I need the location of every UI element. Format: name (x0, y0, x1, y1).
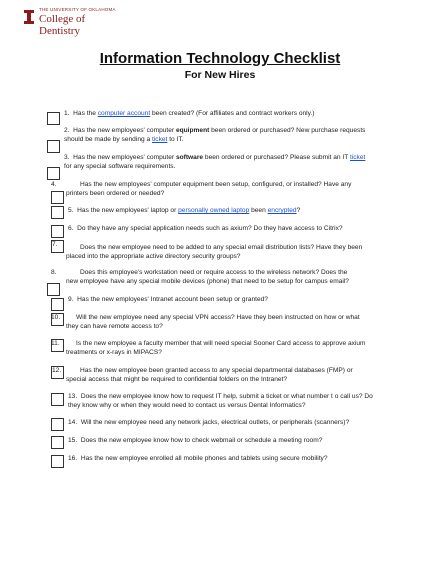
item-text: Has the new employees' computer (73, 154, 176, 161)
item-15-text (68, 437, 322, 446)
checkbox-14[interactable] (51, 418, 64, 431)
item-text: been ordered or purchased? Please submit an IT (203, 154, 350, 161)
logo-line-1: College of (39, 13, 86, 25)
item-3-text (64, 154, 365, 171)
item-7-text (80, 244, 362, 253)
item-text: Will the new employee need any special VPN access? Have they been instructed on how or what (76, 314, 360, 321)
item-number: 10. (51, 314, 61, 321)
checkbox-4[interactable] (51, 191, 64, 204)
item-text: ? (296, 207, 301, 214)
item-number: 16. (68, 455, 78, 462)
item-number: 15. (68, 437, 78, 444)
checkbox-5[interactable] (51, 206, 64, 219)
checkbox-8[interactable] (47, 283, 60, 296)
item-number: 14. (68, 419, 78, 426)
item-9-text (68, 296, 268, 305)
item-text: new employee have any special mobile devices (phone) that need to be setup for campus email? (66, 278, 349, 285)
item-text: Has the new employee been granted access to any special departmental databases (FMP) or (80, 367, 353, 374)
item-text: they know why or when they would need to contact us versus Dental Informatics? (68, 402, 306, 409)
item-13-text (68, 393, 373, 402)
item-2-text (64, 127, 365, 144)
university-logo-icon (22, 9, 36, 25)
item-11-text (76, 340, 366, 349)
item-text: Will the new employee need any network jacks, electrical outlets, or peripherals (scanners)? (80, 419, 350, 426)
item-text: Does this employee's workstation need or require access to the wireless network? Does the (80, 269, 348, 276)
item-text: printers been ordered or needed? (66, 190, 165, 197)
item-number: 2. (64, 127, 70, 134)
item-12-text (80, 367, 353, 376)
item-12-text-cont (66, 376, 287, 385)
checkbox-13[interactable] (51, 393, 64, 406)
item-13-text-cont (68, 402, 306, 411)
item-4-text (80, 181, 351, 190)
item-text: Has the new employee enrolled all mobile phones and tablets using secure mobility? (80, 455, 328, 462)
item-11-text-cont (66, 349, 162, 358)
item-text: Does the new employee need to be added to any special email distribution lists? Have they been (80, 244, 363, 251)
item-text: been ordered or purchased? New purchase requests (209, 127, 366, 134)
item-number: 7. (52, 241, 58, 248)
item-number: 4. (51, 181, 57, 188)
item-text: Does the new employee know how to check webmail or schedule a meeting room? (80, 437, 323, 444)
logo-line-2: Dentistry (39, 25, 80, 37)
item-14-text (68, 419, 349, 428)
item-bold-text: software (175, 154, 204, 161)
checkbox-2[interactable] (47, 140, 60, 153)
item-number: 11. (51, 340, 60, 347)
checkbox-3[interactable] (47, 167, 60, 180)
item-text: to IT. (167, 135, 184, 143)
item-number: 6. (68, 225, 74, 232)
item-text: special access that might be required to confidential folders on the Intranet? (66, 376, 288, 383)
item-number: 3. (64, 154, 70, 161)
page-title: Information Technology Checklist (99, 50, 341, 67)
ticket-link[interactable]: ticket (151, 135, 168, 143)
item-10-text-cont (66, 323, 163, 332)
computer-account-link[interactable]: computer account (97, 110, 151, 117)
item-text: Has the new employees' laptop or (77, 207, 179, 214)
item-7-text-cont (66, 253, 240, 262)
item-text: placed into the appropriate active directory security groups? (66, 253, 241, 260)
checkbox-9[interactable] (51, 298, 64, 311)
item-number: 13. (68, 393, 78, 400)
item-text: Is the new employee a faculty member that will need special Sooner Card access to approve axium (76, 340, 366, 347)
checkbox-1[interactable] (47, 112, 60, 125)
item-1-text (64, 110, 314, 119)
item-number: 12. (52, 367, 62, 374)
encrypted-link[interactable]: encrypted (267, 207, 297, 214)
college-logo (22, 5, 142, 39)
item-8-text (80, 269, 347, 278)
item-text: Do they have any special application needs such as axium? Do they have access to Citrix? (77, 225, 343, 232)
item-text: should be made by sending a (64, 135, 152, 143)
item-6-text (68, 225, 343, 234)
item-number: 1. (64, 110, 70, 117)
item-bold-text: equipment (175, 127, 210, 134)
item-text: Has the new employees' computer (73, 127, 176, 134)
item-text: Has the (73, 110, 98, 117)
item-number: 5. (68, 207, 74, 214)
logo-university-name: THE UNIVERSITY OF OKLAHOMA (39, 7, 116, 12)
item-number: 9. (68, 296, 74, 303)
item-8-text-cont (66, 278, 349, 287)
item-4-text-cont (66, 190, 164, 199)
checkbox-15[interactable] (51, 436, 64, 449)
checkbox-6[interactable] (51, 225, 64, 238)
item-5-text (68, 207, 300, 216)
item-16-text (68, 455, 328, 464)
ticket-link[interactable]: ticket (349, 154, 366, 161)
checkbox-16[interactable] (51, 455, 64, 468)
item-text: been (249, 207, 268, 214)
item-10-text (76, 314, 360, 323)
item-text: for any special software requirements. (64, 162, 176, 170)
item-text: been created? (For affiliates and contract workers only.) (150, 110, 315, 117)
item-text: they can have remote access to? (66, 323, 163, 330)
item-text: Has the new employees' Intranet account been setup or granted? (77, 296, 268, 303)
item-text: Has the new employees' computer equipment been setup, configured, or installed? Have any (80, 181, 352, 188)
personally-owned-laptop-link[interactable]: personally owned laptop (178, 207, 250, 214)
item-text: Does the new employee know how to request IT help, submit a ticket or what number t o call us? Do (80, 393, 373, 400)
page-subtitle: For New Hires (184, 69, 256, 81)
item-number: 8. (51, 269, 57, 276)
item-text: treatments or x-rays in MIPACS? (66, 349, 162, 356)
